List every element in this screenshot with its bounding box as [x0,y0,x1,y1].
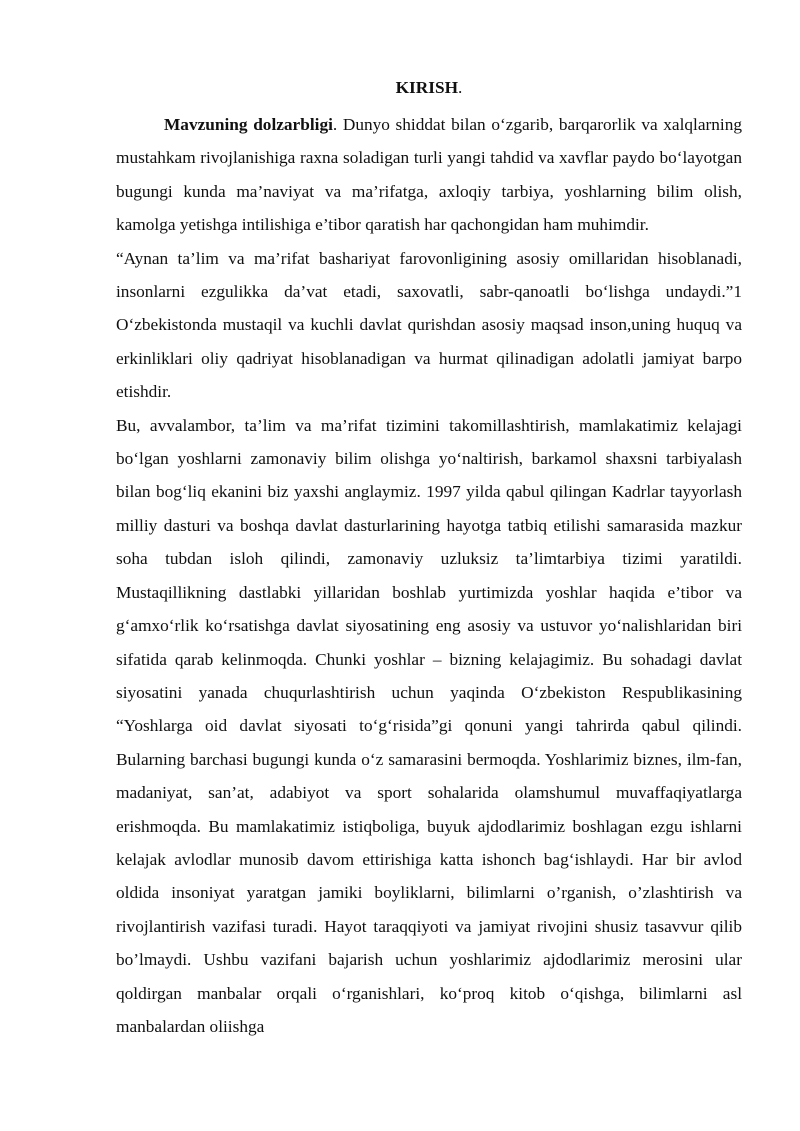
title-dot: . [458,78,463,97]
paragraph-education: Bu, avvalambor, ta’lim va ma’rifat tizimini takomillashtirish, mamlakatimiz kelajagi bo‘lgan yoshlarni zamonaviy bilim olishga yo‘naltirish, barkamol shaxsni tarbiyalash bilan bog‘liq ekanini biz yaxshi anglaymiz. 1997 yilda qabul qilingan Kadrlar tayyorlash milliy dasturi va boshqa davlat dasturlarining hayotga tatbiq etilishi samarasida mazkur soha tubdan isloh qilindi, zamonaviy uzluksiz ta’limtarbiya tizimi yaratildi. Mustaqillikning dastlabki yillaridan boshlab yurtimizda yoshlar haqida e’tibor va g‘amxo‘rlik ko‘rsatishga davlat siyosatining eng asosiy va ustuvor yo‘nalishlaridan biri sifatida qarab kelinmoqda. Chunki yoshlar – bizning kelajagimiz. Bu sohadagi davlat siyosatini yanada chuqurlashtirish uchun yaqinda O‘zbekiston Respublikasining “Yoshlarga oid davlat siyosati to‘g‘risida”gi qonuni yangi tahrirda qabul qilindi. Bularning barchasi bugungi kunda o‘z samarasini bermoqda. Yoshlarimiz biznes, ilm-fan, madaniyat, san’at, adabiyot va sport sohalarida olamshumul muvaffaqiyatlarga erishmoqda. Bu mamlakatimiz istiqboliga, buyuk ajdodlarimiz boshlagan ezgu ishlarni kelajak avlodlar munosib davom ettirishiga katta ishonch bag‘ishlaydi. Har bir avlod oldida insoniyat yaratgan jamiki boyliklarni, bilimlarni o’rganish, o’zlashtirish va rivojlantirish vazifasi turadi. Hayot taraqqiyoti va jamiyat rivojini shusiz tasavvur qilib bo’lmaydi. Ushbu vazifani bajarish uchun yoshlarimiz ajdodlarimiz merosini ular qoldirgan manbalar orqali o‘rganishlari, ko‘proq kitob o‘qishga, bilimlarni asl manbalardan oliishga [116,415,742,1036]
relevance-heading: Mavzuning dolzarbligi [164,115,333,134]
document-page [116,68,742,1043]
title-text: KIRISH [395,78,459,97]
paragraph-relevance [116,108,742,242]
paragraph-quote: “Aynan ta’lim va ma’rifat bashariyat farovonligining asosiy omillaridan hisoblanadi, insonlarni ezgulikka da’vat etadi, saxovatli, sabr-qanoatli bo‘lishga undaydi.”1 O‘zbekistonda mustaqil va kuchli davlat qurishdan asosiy maqsad inson,uning huquq va erkinliklari oliy qadriyat hisoblanadigan va hurmat qilinadigan adolatli jamiyat barpo etishdir. [116,248,742,402]
relevance-text: . Dunyo shiddat bilan o‘zgarib, barqarorlik va xalqlarning mustahkam rivojlanishiga raxna soladigan turli yangi tahdid va xavflar paydo bo‘layotgan bugungi kunda ma’naviyat va ma’rifatga, axloqiy tarbiya, yoshlarning bilim olish, kamolga yetishga intilishiga e’tibor qaratish har qachongidan ham muhimdir. [116,115,742,235]
page-title [116,68,742,108]
